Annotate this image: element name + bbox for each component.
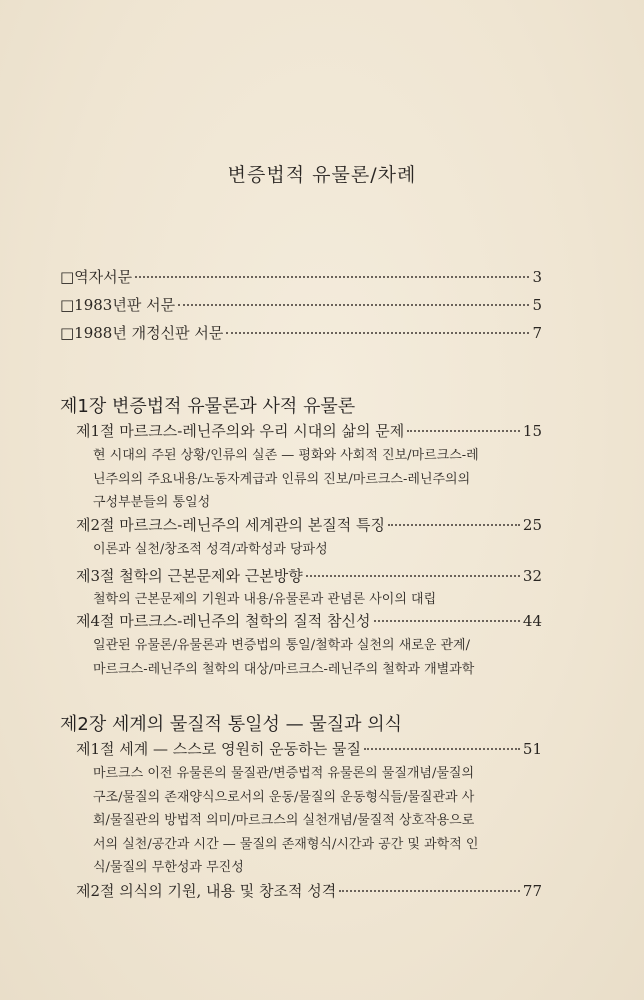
toc-page-number: 3 <box>532 268 542 286</box>
description-line: 이론과 실천/창조적 성격/과학성과 당파성 <box>93 542 328 557</box>
toc-entry-1988-preface[interactable] <box>60 319 542 347</box>
section-2-1[interactable] <box>76 736 542 762</box>
chapter-2-heading[interactable]: 제2장 세계의 물질적 통일성 — 물질과 의식 <box>60 714 402 735</box>
chapter-1-heading[interactable]: 제1장 변증법적 유물론과 사적 유물론 <box>60 396 356 417</box>
section-title: 제2절 의식의 기원, 내용 및 창조적 성격 <box>76 882 337 900</box>
section-1-2[interactable] <box>76 512 542 538</box>
section-1-1-description <box>93 444 543 515</box>
description-line: 마르크스-레닌주의 철학의 대상/마르크스-레닌주의 철학과 개별과학 <box>93 661 475 677</box>
section-1-3[interactable] <box>76 563 542 589</box>
leader-dots <box>339 890 520 892</box>
description-line: 닌주의의 주요내용/노동자계급과 인류의 진보/마르크스-레닌주의의 <box>93 471 471 487</box>
section-1-4-description <box>93 634 543 681</box>
toc-entry-translator-preface[interactable] <box>60 263 542 291</box>
toc-page-number: 44 <box>522 612 542 630</box>
section-2-2[interactable] <box>76 878 542 904</box>
page-title: 변증법적 유물론/차례 <box>227 164 417 186</box>
leader-dots <box>306 575 520 577</box>
toc-page-number: 25 <box>522 516 542 534</box>
leader-dots <box>135 276 529 278</box>
description-line: 마르크스 이전 유물론의 물질관/변증법적 유물론의 물질개념/물질의 <box>93 766 475 781</box>
description-line: 구성부분들의 통일성 <box>93 495 211 510</box>
section-title: 제2절 마르크스-레닌주의 세계관의 본질적 특징 <box>76 516 385 534</box>
section-2-1-description <box>93 762 543 880</box>
toc-entry-label: □역자서문 <box>60 268 133 286</box>
section-title: 제4절 마르크스-레닌주의 철학의 질적 참신성 <box>76 612 371 630</box>
description-line: 철학의 근본문제의 기원과 내용/유물론과 관념론 사이의 대립 <box>93 592 437 607</box>
toc-page-number: 15 <box>522 422 542 440</box>
toc-page-number: 77 <box>522 882 542 900</box>
section-title: 제1절 마르크스-레닌주의와 우리 시대의 삶의 문제 <box>76 422 405 440</box>
leader-dots <box>226 332 529 334</box>
section-1-1[interactable] <box>76 418 542 444</box>
section-title: 제1절 세계 — 스스로 영원히 운동하는 물질 <box>76 740 361 758</box>
leader-dots <box>178 304 529 306</box>
section-1-2-description <box>93 538 543 562</box>
toc-page-number: 51 <box>522 740 542 758</box>
description-line: 일관된 유물론/유물론과 변증법의 통일/철학과 실천의 새로운 관계/ <box>93 638 470 653</box>
toc-entry-label: □1988년 개정신판 서문 <box>60 324 224 342</box>
toc-entry-1983-preface[interactable] <box>60 291 542 319</box>
leader-dots <box>388 524 520 526</box>
description-line: 현 시대의 주된 상황/인류의 실존 — 평화와 사회적 진보/마르크스-레 <box>93 448 479 463</box>
toc-page-number: 32 <box>522 567 542 585</box>
description-line: 서의 실천/공간과 시간 — 물질의 존재형식/시간과 공간 및 과학적 인 <box>93 836 479 852</box>
description-line: 회/물질관의 방법적 의미/마르크스의 실천개념/물질적 상호작용으로 <box>93 813 475 828</box>
description-line: 식/물질의 무한성과 무진성 <box>93 860 244 875</box>
leader-dots <box>374 620 520 622</box>
section-title: 제3절 철학의 근본문제와 근본방향 <box>76 567 303 585</box>
leader-dots <box>364 748 520 750</box>
section-1-4[interactable] <box>76 608 542 634</box>
toc-page-number: 7 <box>532 324 542 342</box>
toc-entry-label: □1983년판 서문 <box>60 296 176 314</box>
description-line: 구조/물질의 존재양식으로서의 운동/물질의 운동형식들/물질관과 사 <box>93 789 475 805</box>
toc-page-number: 5 <box>532 296 542 314</box>
preface-list <box>60 263 542 347</box>
leader-dots <box>407 430 520 432</box>
